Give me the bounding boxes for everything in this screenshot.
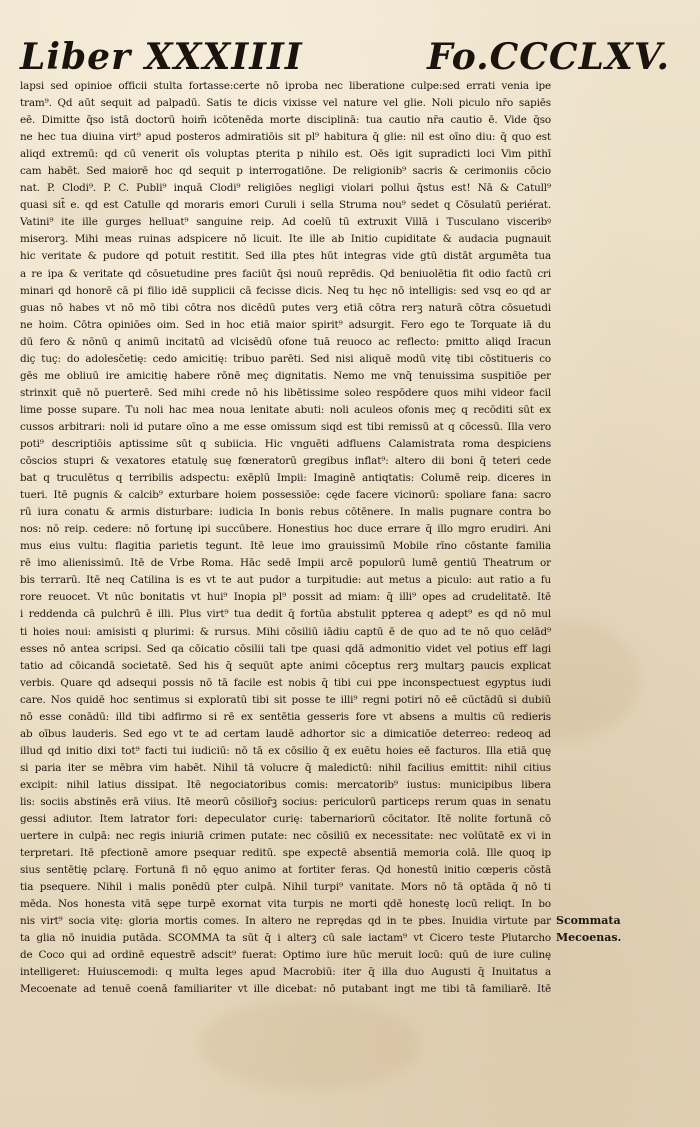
text-line: cussos arbitrari: noli id putare oīno a me esse omissum siqd est tibi remissū at q cōcessū. Illa vero [20,420,551,433]
margin-note: Mecoenas. [556,931,622,944]
text-line: verbis. Quare qd adsequi possis nō tā facile est nobis q̄ tibi cui ppe inconspectuest egyptus iudi [20,676,551,689]
text-line: sius sentētię pclarę. Fortunā fi nō ęquo animo at fortiter feras. Qd honestū initio cœperis cōstā [20,864,551,877]
text-line: poti⁹ descriptiōis aptissime sūt q subiicia. Hic vnguēti adfluens Calamistrata roma despiciens [20,437,551,450]
text-line: tia psequere. Nihil i malis ponēdū pter culpā. Nihil turpi⁹ vanitate. Mors nō tā optāda q̄ nō ti [20,881,551,894]
text-line: gessi adiutor. Item latrator fori: depeculator curię: tabernariorū cōcitator. Itē nolite fortunā cō [20,813,551,826]
text-line: rū iura conatu & armis disturbare: iudicia In bonis rebus cōtēnere. In malis pugnare contra bo [20,506,551,519]
text-line: esses nō antea scripsi. Sed qa cōicatio cōsilii tali tpe quasi qdā admonitio videt vel potius eff lagi [20,642,551,655]
text-line: ta glia nō inuidia putāda. SCOMMA ta sūt q̄ i alterꝫ cū sale iactam⁹ vt Cicero teste Plutarcho [20,932,551,945]
text-line: miserorꝫ. Mihi meas ruinas adspicere nō licuit. Ite ille ab Initio cupiditate & audacia pugnauit [20,233,551,246]
book-title: Liber XXXIIII [20,36,303,78]
text-line: cōscios stupri & vexatores etatulę suę fœneratorū gregibus inflat⁹: altero dii boni q̄ teteri cede [20,455,551,468]
text-line: ti hoies noui: amisisti q plurimi: & rursus. Mihi cōsiliū iādiu captū ē de quo ad te nō quo celād⁹ [20,625,551,638]
text-line: i reddenda cā pulchrū ē illi. Plus virt⁹ tua dedit q̄ fortūa abstulit ppterea q adept⁹ es qd nō mul [20,608,551,621]
text-line: Vatini⁹ ite ille gurges helluat⁹ sanguine reip. Ad coelū tū extruxit Villā i Tusculano visceribꝰ [20,216,551,229]
text-line: guas nō habes vt nō mō tibi cōtra nos dicēdū putes verꝫ etiā cōtra rerꝫ naturā cōtra cōsuetudi [20,301,551,314]
margin-note: Scommata [556,914,621,927]
text-line: quasi sit̄ e. qd est Catulle qd moraris emori Curuli i sella Struma nou⁹ sedet q Cōsulatū periérat. [20,199,551,212]
text-line: si paria iter se mēbra vim habēt. Nihil tā volucre q̄ maledictū: nihil facilius emittit: nihil citius [20,761,551,774]
text-line: lis: sociis abstinēs erā viius. Itē meorū cōsilior̄ꝫ socius: periculorū particeps rerum quas in senatu [20,795,551,808]
text-line: eē. Dimitte q̄so istā doctorū hoim̄ icōtenēda morte disciplinā: tua cautio nr̄a cautio ē. Vide q̄so [20,114,551,127]
text-line: lapsi sed opinioe officii stulta fortasse:certe nō iproba nec liberatione culpe:sed errati venia ipe [20,80,551,92]
text-line: uertere in culpā: nec regis iniuriā crimen putate: nec cōsiliū ex necessitate: nec volūtatē ex vi in [20,830,551,843]
text-line: nō esse conādū: illd tibi adfirmo si rē ex sentētia gesseris fore vt absens a multis cū redieris [20,710,551,723]
paper-stain [200,1000,420,1090]
text-line: bis terrarū. Itē neq Catilina is es vt te aut pudor a turpitudie: aut metus a piculo: aut ratio a fu [20,574,551,587]
text-line: de Coco qui ad ordinē equestrē adscit⁹ fuerat: Optimo iure hūc meruit locū: quū de iure culinę [20,949,551,962]
text-line: tatio ad cōicandā societatē. Sed his q̄ sequūt apte animi cōceptus rerꝫ multarꝫ paucis explicat [20,659,551,672]
text-line: dū fero & nōnū q animū incitatū ad vlcisēdū ofone tuā reuoco ac reflecto: pmitto aliqd Iracun [20,335,551,348]
text-line: cam habēt. Sed maiorē hoc qd sequit p interrogatiōne. De religionib⁹ sacris & cerimoniis cōcio [20,165,551,178]
text-line: tram⁹. Qd aūt sequit ad palpadū. Satis te dicis vixisse vel nature vel glie. Noli piculo nr̄o sapiēs [20,97,551,110]
text-line: bat q truculētus q terribilis adspectu: exēplū Impii: Imaginē antiqtatis: Columē reip. diceres in [20,472,551,485]
folio-number: Fo.CCCLXV. [427,36,670,78]
text-line: mēda. Nos honesta vitā sępe turpē exornat vita turpis ne morti qdē honestę locū reliqt. In bo [20,898,551,911]
text-line: terpretari. Itē pfectionē amore psequar reditū. spe expectē absentiā memoria colā. Ille quoq ip [20,847,551,860]
text-line: Mecoenate ad tenuē coenā familiariter vt ille dicebat: nō putabant ingt me tibi tā familiarē. Itē [20,983,551,996]
text-line: rē imo alienissimū. Itē de Vrbe Roma. Hāc sedē Impii arcē populorū lumē gentiū Theatrum or [20,557,551,570]
text-line: nat. P. Clodi⁹. P. C. Publi⁹ inquā Clodi⁹ religiōes negligi violari pollui q̄stus est! Nā & Catull⁹ [20,182,551,195]
margin-notes [556,912,686,946]
text-line: gēs me obliuū ire amicitię habere rōnē meç dignitatis. Nemo me vnq̄ tenuissima suspitiōe per [20,369,551,382]
text-line: ne hoim. Cōtra opiniōes oim. Sed in hoc etiā maior spirit⁹ adsurgit. Fero ego te Torquate iā du [20,318,551,331]
text-line: ab oībus lauderis. Sed ego vt te ad certam laudē adhortor sic a dimicatiōe deterreo: redeoq ad [20,727,551,740]
text-line: nos: nō reip. cedere: nō fortunę ipi succūbere. Honestius hoc duce errare q̄ illo mgro erudiri. Ani [20,523,551,536]
text-line: tueri. Itē pugnis & calcib⁹ exturbare hoiem possessiōe: cęde facere vicinorū: spoliare fana: sacro [20,489,551,502]
text-line: intelligeret: Huiuscemodi: q multa leges apud Macrobiū: iter q̄ illa duo Augusti q̄ Inuitatus a [20,966,551,979]
text-line: illud qd initio dixi tot⁹ facti tui iudiciū: nō tā ex cōsilio q̄ ex euētu hoies eē facturos. Illa etiā quę [20,744,551,757]
text-line: a re ipa & veritate qd cōsuetudine pres faciūt q̄si nouū reprēdis. Qd beniuolētia fit odio factū cri [20,267,551,280]
text-line: diç tuç: do adolesc̄etię: cedo amicitię: tribuo parēti. Sed nisi aliquē modū vitę tibi cōstitueris co [20,352,551,365]
text-line: strinxit quē nō puerterē. Sed mihi crede nō his libētissime soleo respōdere quos mihi videor facil [20,386,551,399]
text-line: nis virt⁹ socia vitę: gloria mortis comes. In altero ne reprędas qd in te pbes. Inuidia virtute par [20,915,551,928]
text-line: excipit: nihil latius dissipat. Itē negociatoribus comis: mercatorib⁹ iustus: municipibus libera [20,778,551,791]
text-line: rore reuocet. Vt nūc bonitatis vt hui⁹ Inopia pl⁹ possit ad miam: q̄ illi⁹ opes ad crudelitatē. Itē [20,591,551,604]
text-line: lime posse supare. Tu noli hac mea noua lenitate abuti: noli aculeos ofonis meç q recōditi sūt ex [20,403,551,416]
text-line: ne hec tua diuina virt⁹ apud posteros admiratiōis sit pl⁹ habitura q̄ glie: nil est oīno diu: q̄ quo est [20,131,551,144]
text-line: mus eius vultu: flagitia parietis tegunt. Itē leue imo grauissimū Mobile rīno cōstante familia [20,540,551,553]
text-line: minari qd honorē cā pi filio idē supplicii cā fecisse dicis. Neq tu hęc nō intelligis: sed vsq eo qd ar [20,284,551,297]
text-line: aliqd extremū: qd cū venerit oīs voluptas pterita p nihilo est. Oēs igit supradicti loci Vim pithī [20,148,551,161]
text-line: hic veritate & pudore qd potuit restitit. Sed illa ptes hūt integras vide gtū distāt argumēta tua [20,250,551,263]
body-text [20,78,551,999]
text-line: care. Nos quidē hoc sentimus si exploratū tibi sit posse te illi⁹ regni potiri nō eē cūctādū si dubiū [20,693,551,706]
